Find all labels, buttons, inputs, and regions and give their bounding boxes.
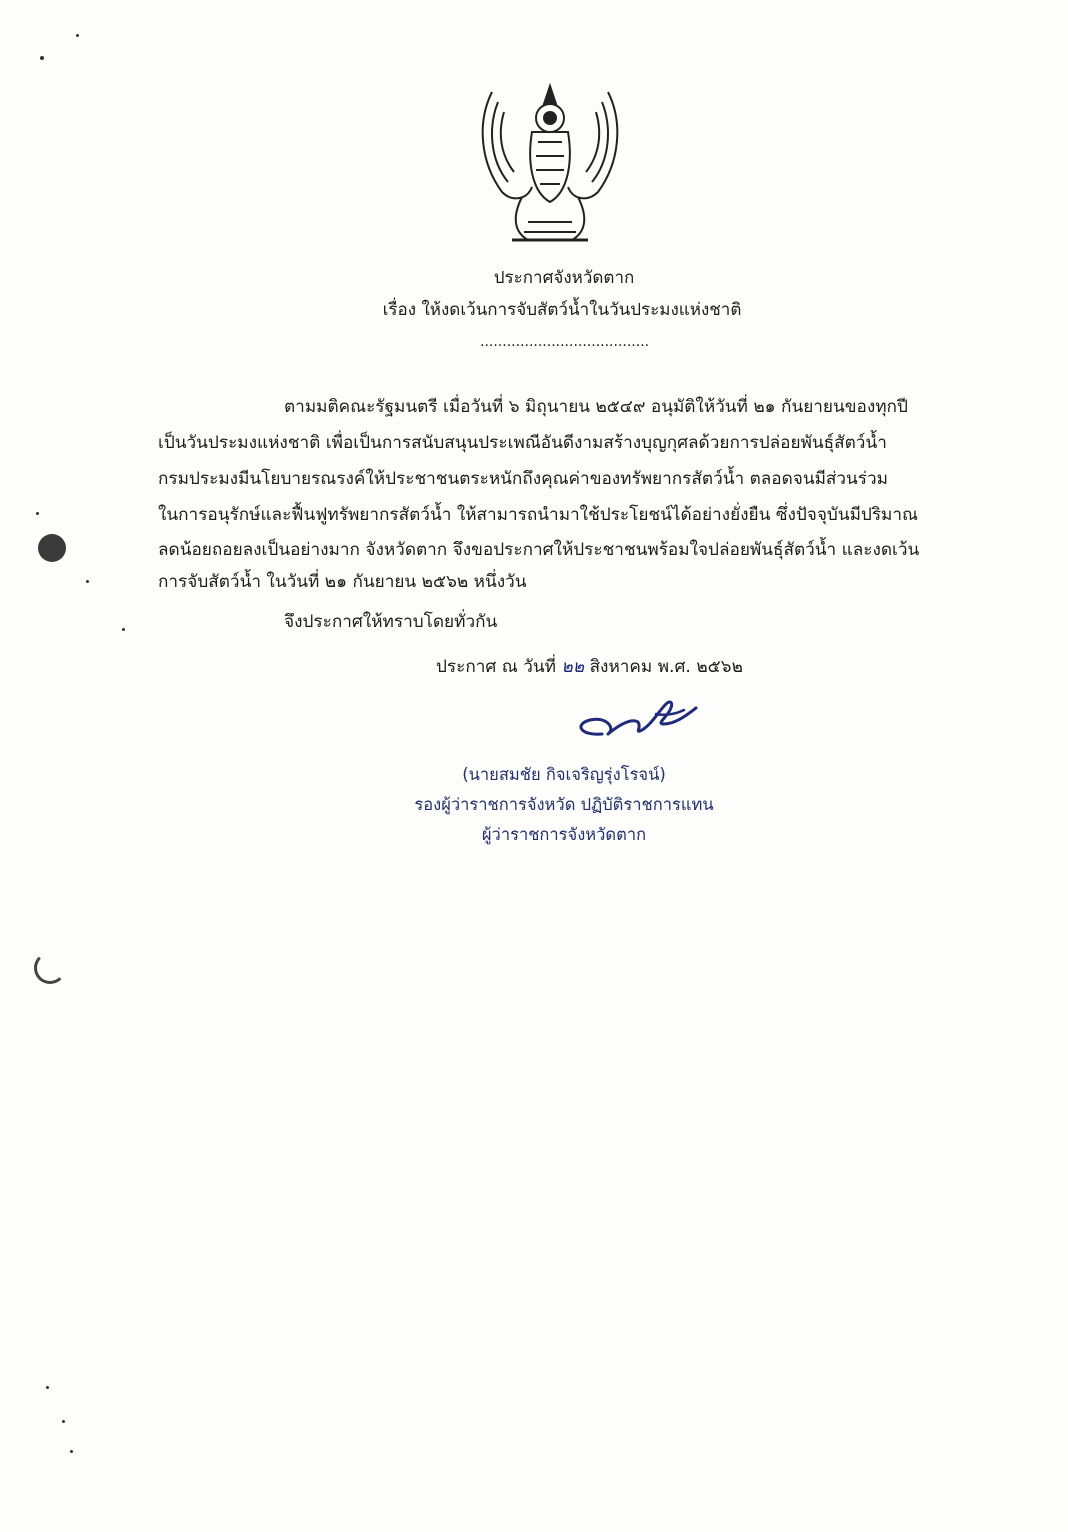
body-line: การจับสัตว์น้ำ ในวันที่ ๒๑ กันยายน ๒๕๖๒ หนึ่งวัน: [158, 572, 527, 592]
date-month-year: สิงหาคม พ.ศ. ๒๕๖๒: [589, 657, 743, 677]
scan-speck: [70, 1450, 73, 1453]
scan-speck: [122, 628, 125, 631]
signer-position: รองผู้ว่าราชการจังหวัด ปฏิบัติราชการแทน: [414, 795, 714, 814]
scan-speck: [76, 34, 79, 37]
signer-name: (นายสมชัย กิจเจริญรุ่งโรจน์): [462, 765, 666, 784]
scan-speck: [46, 1386, 49, 1389]
date-day-handwritten: ๒๒: [561, 657, 585, 677]
punch-hole-mark: [34, 952, 66, 984]
separator-dots: ......................................: [480, 334, 650, 350]
scan-speck: [36, 512, 39, 515]
scan-speck: [40, 56, 44, 60]
notice-title: ประกาศจังหวัดตาก: [493, 268, 635, 288]
garuda-emblem-icon: [472, 82, 628, 248]
body-line: กรมประมงมีนโยบายรณรงค์ให้ประชาชนตระหนักถึงคุณค่าของทรัพยากรสัตว์น้ำ ตลอดจนมีส่วนร่วม: [158, 469, 889, 489]
body-line: ลดน้อยถอยลงเป็นอย่างมาก จังหวัดตาก จึงขอประกาศให้ประชาชนพร้อมใจปล่อยพันธุ์สัตว์น้ำ และงดเว้น: [158, 540, 920, 560]
closing-statement: จึงประกาศให้ทราบโดยทั่วกัน: [284, 612, 498, 632]
handwritten-signature: [572, 694, 702, 744]
punch-hole-mark: [38, 534, 66, 562]
signer-position-governor: ผู้ว่าราชการจังหวัดตาก: [481, 825, 647, 844]
announcement-date: [436, 652, 743, 680]
body-line: ตามมติคณะรัฐมนตรี เมื่อวันที่ ๖ มิถุนายน ๒๕๔๙ อนุมัติให้วันที่ ๒๑ กันยายนของทุกปี: [284, 397, 908, 417]
notice-subject: เรื่อง ให้งดเว้นการจับสัตว์น้ำในวันประมงแห่งชาติ: [382, 300, 742, 320]
scan-speck: [62, 1420, 65, 1423]
scan-speck: [86, 580, 89, 583]
body-line: เป็นวันประมงแห่งชาติ เพื่อเป็นการสนับสนุนประเพณีอันดีงามสร้างบุญกุศลด้วยการปล่อยพันธุ์สัตว์น้ำ: [158, 433, 887, 453]
body-line: ในการอนุรักษ์และฟื้นฟูทรัพยากรสัตว์น้ำ ให้สามารถนำมาใช้ประโยชน์ได้อย่างยั่งยืน ซึ่งปัจจุบันมีปริมาณ: [158, 505, 918, 525]
date-prefix: ประกาศ ณ วันที่: [436, 657, 556, 677]
